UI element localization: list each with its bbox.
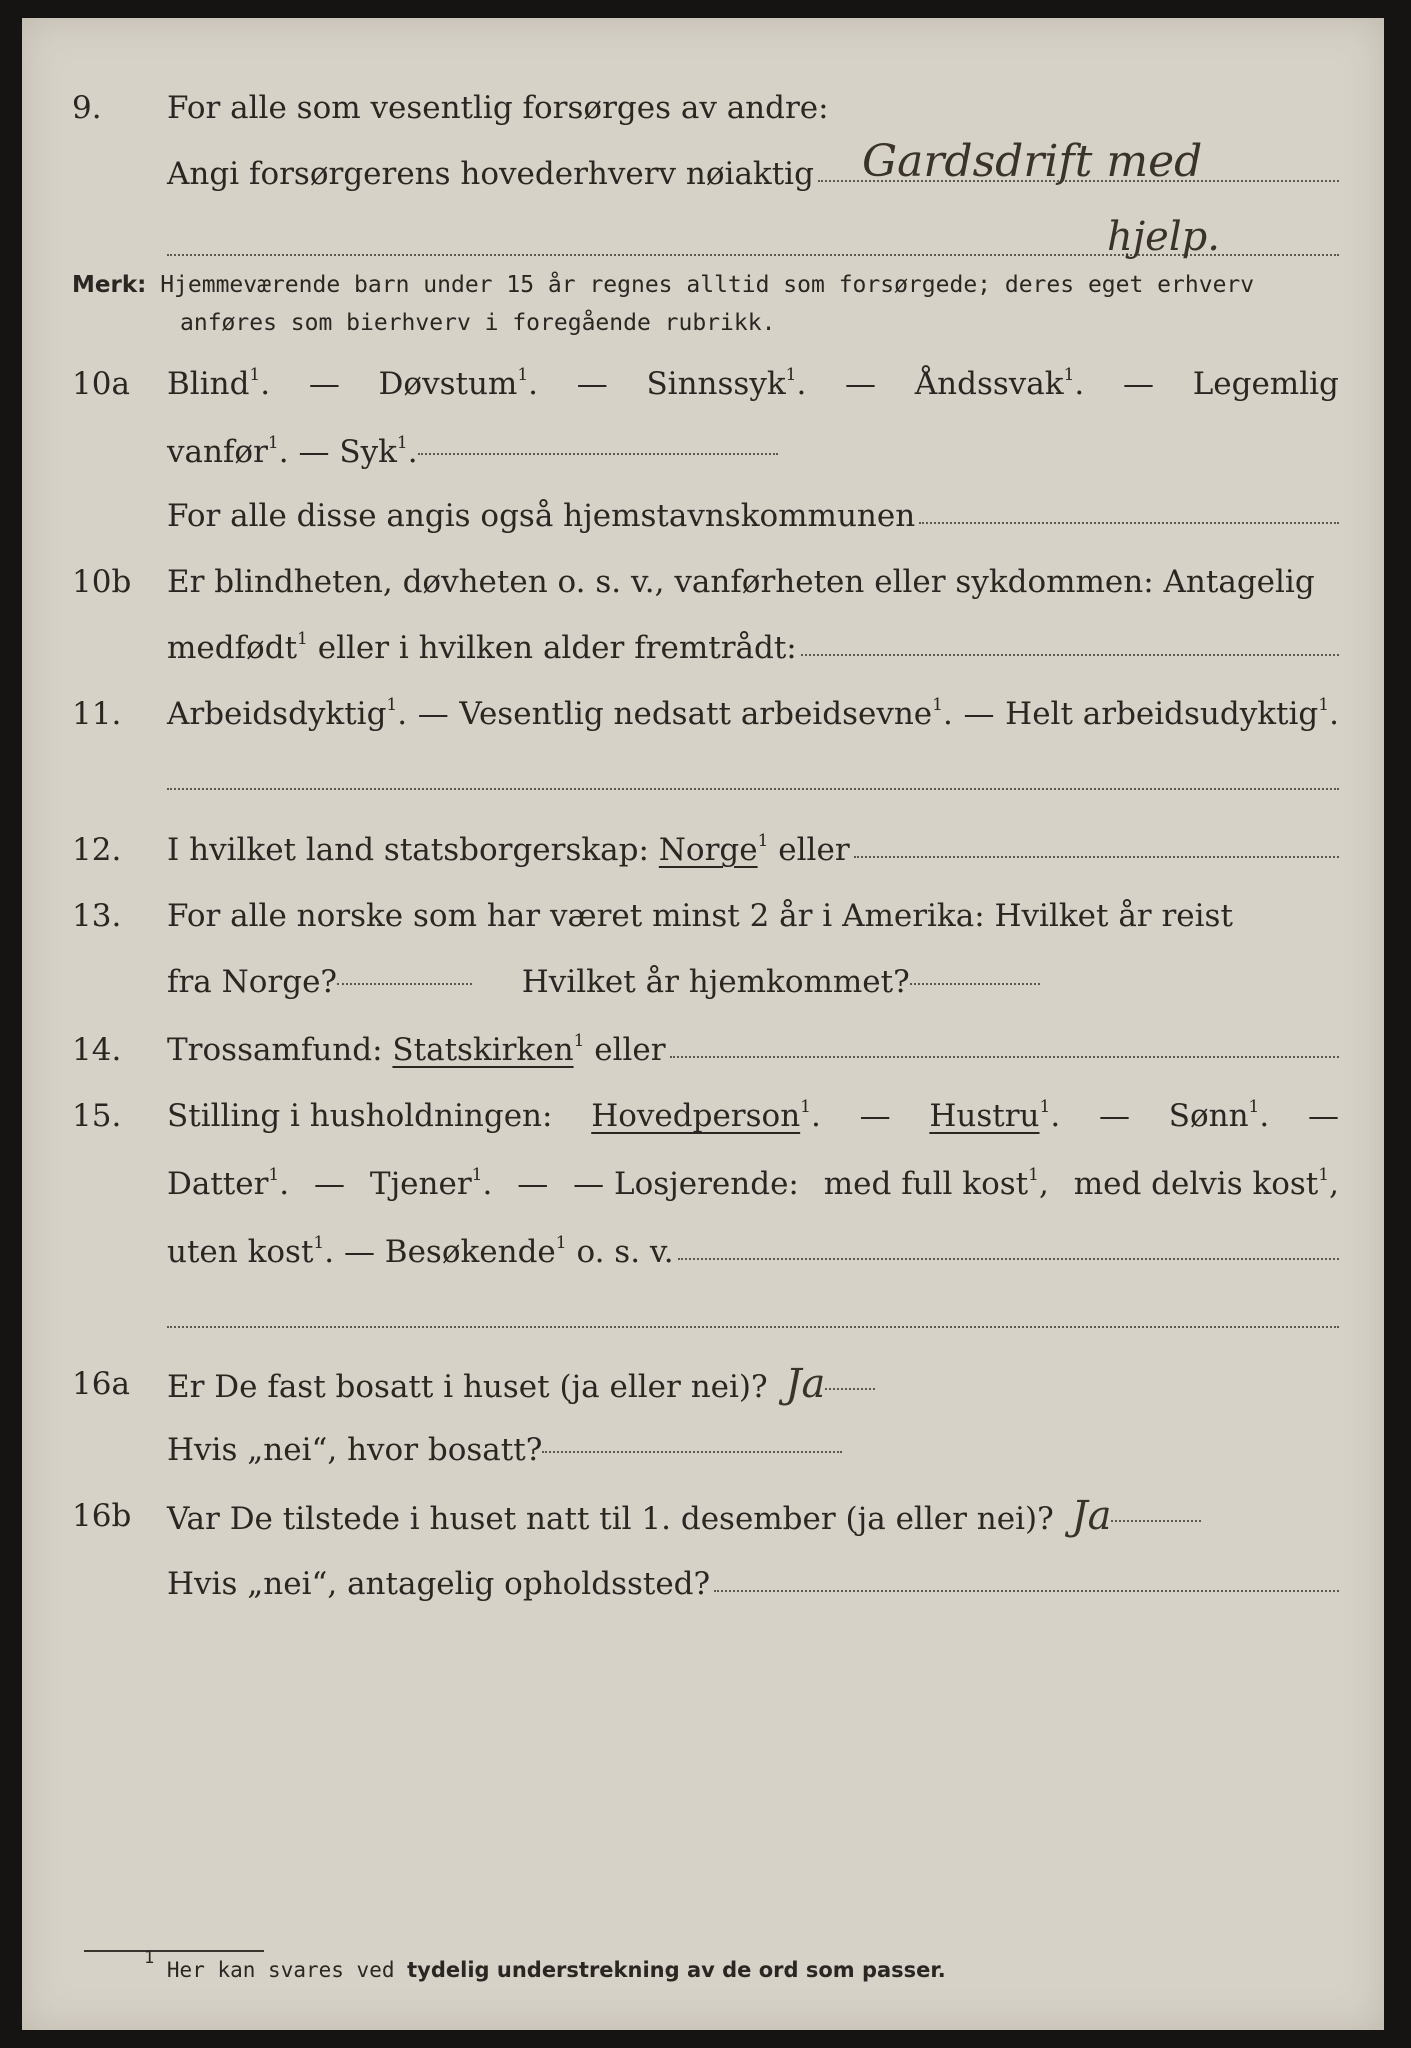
q13-departure-line	[337, 983, 472, 985]
footnote: $^1$ Her kan svares ved tydelig understrekning av de ord som passer.	[144, 1948, 946, 1982]
q13-number: 13.	[72, 898, 122, 934]
footnote-rule	[84, 1950, 264, 1952]
q10a-line3	[22, 492, 1384, 540]
option-delvis-kost: med delvis kost$^1$,	[1073, 1165, 1339, 1202]
note-label: Merk:	[72, 272, 147, 298]
note-text-2: anføres som bierhverv i foregående rubrikk.	[180, 310, 776, 336]
q10b-line2: medfødt$^1$ eller i hvilken alder fremtrådt:	[22, 624, 1384, 672]
q16a-residence-line	[542, 1451, 842, 1453]
q15-line2: Datter$^1$. — Tjener$^1$. — — Losjerende: med full kost$^1$, med delvis kost$^1$,	[22, 1160, 1384, 1208]
option-nedsatt: Vesentlig nedsatt arbeidsevne$^1$.	[459, 695, 953, 732]
option-hustru: Hustru$^1$.	[929, 1097, 1061, 1134]
option-dovstum: Døvstum$^1$.	[378, 365, 538, 402]
q16a-answer-line	[825, 1388, 875, 1390]
q14-line1: 14. Trossamfund: Statskirken$^1$ eller	[22, 1026, 1384, 1074]
option-andssvak: Åndssvak$^1$.	[914, 365, 1085, 402]
note-text-1: Hjemmeværende barn under 15 år regnes alltid som forsørgede; deres eget erhverv	[160, 272, 1255, 298]
q11-line1: 11. Arbeidsdyktig$^1$. — Vesentlig nedsatt arbeidsevne$^1$. — Helt arbeidsudyktig$^1$.	[22, 690, 1384, 738]
q9-line1	[22, 84, 1384, 132]
option-syk: Syk$^1$.	[339, 433, 418, 470]
q9-text: For alle som vesentlig forsørges av andre:	[167, 90, 829, 126]
q14-answer-line	[670, 1026, 1339, 1058]
census-form-page	[22, 18, 1384, 2030]
q10b-answer-line	[801, 624, 1339, 656]
q10b-line1	[22, 558, 1384, 606]
option-losjerende: — Losjerende:	[573, 1166, 799, 1202]
q12-answer-line	[854, 826, 1339, 858]
option-hovedperson: Hovedperson$^1$.	[591, 1097, 821, 1134]
q11-number: 11.	[72, 696, 122, 732]
option-sinnssyk: Sinnssyk$^1$.	[646, 365, 807, 402]
option-uten-kost: uten kost	[167, 1234, 314, 1270]
q16b-whereabouts-label: Hvis „nei“, antagelig opholdssted?	[167, 1566, 711, 1602]
q10a-line2: vanfør$^1$. — Syk$^1$.	[22, 428, 1384, 476]
q13-line1	[22, 892, 1384, 940]
option-tjener: Tjener$^1$.	[369, 1165, 493, 1202]
note-merk	[72, 266, 1362, 342]
q16a-handwritten-answer: Ja	[785, 1361, 826, 1407]
option-vanfor: vanfør$^1$.	[167, 433, 289, 470]
q16a-residence-label: Hvis „nei“, hvor bosatt?	[167, 1432, 543, 1468]
q16a-number: 16a	[72, 1366, 130, 1402]
option-statskirken: Statskirken	[392, 1032, 574, 1068]
q13-text: For alle norske som har været minst 2 år i Amerika: Hvilket år reist	[167, 898, 1233, 934]
q10b-text: Er blindheten, døvheten o. s. v., vanførheten eller sykdommen: Antagelig	[167, 564, 1315, 600]
option-full-kost: med full kost$^1$,	[823, 1165, 1049, 1202]
q9-label: Angi forsørgerens hovederhverv nøiaktig	[167, 156, 814, 192]
option-sonn: Sønn$^1$.	[1168, 1097, 1270, 1134]
q13-line2	[22, 958, 1384, 1006]
q16a-line2	[22, 1426, 1384, 1474]
q16b-number: 16b	[72, 1498, 132, 1534]
q9-handwritten-answer-cont: hjelp.	[1107, 214, 1220, 260]
option-legemlig: Legemlig	[1192, 366, 1339, 402]
q16a-line1	[22, 1360, 1384, 1408]
q15-number: 15.	[72, 1098, 122, 1134]
option-besokende: Besøkende	[384, 1234, 556, 1270]
q12-number: 12.	[72, 832, 122, 868]
q13-return-line	[910, 983, 1040, 985]
q15-label: Stilling i husholdningen:	[167, 1098, 553, 1134]
q16b-question: Var De tilstede i huset natt til 1. desember (ja eller nei)?	[167, 1501, 1054, 1537]
option-blind: Blind$^1$.	[167, 365, 271, 402]
q15-answer-line2	[167, 1326, 1339, 1328]
q16b-answer-line	[1111, 1520, 1201, 1522]
q16a-question: Er De fast bosatt i huset (ja eller nei)?	[167, 1369, 768, 1405]
option-arbeidsudyktig: Helt arbeidsudyktig$^1$.	[1005, 695, 1339, 732]
q16b-handwritten-answer: Ja	[1071, 1493, 1112, 1539]
option-medfodt: medfødt	[167, 630, 298, 666]
option-norge: Norge	[658, 832, 758, 868]
q15-line3: uten kost$^1$. — Besøkende$^1$ o. s. v.	[22, 1228, 1384, 1276]
option-arbeidsdyktig: Arbeidsdyktig$^1$.	[167, 695, 408, 732]
q15-answer-line	[678, 1228, 1339, 1260]
q14-number: 14.	[72, 1032, 122, 1068]
q10a-hometown-line	[919, 492, 1339, 524]
q16b-whereabouts-line	[714, 1560, 1339, 1592]
q13-departure-label: fra Norge?	[167, 964, 338, 1000]
q9-number: 9.	[72, 90, 102, 126]
q10a-answer-line	[418, 453, 778, 455]
q16b-line2	[22, 1560, 1384, 1608]
q9-handwritten-answer: Gardsdrift med	[862, 136, 1203, 187]
q13-return-label: Hvilket år hjemkommet?	[521, 964, 910, 1000]
q15-line1: 15. Stilling i husholdningen: Hovedperson$^1$. — Hustru$^1$. — Sønn$^1$. —	[22, 1092, 1384, 1140]
q10b-number: 10b	[72, 564, 132, 600]
q10a-number: 10a	[72, 366, 130, 402]
q10a-line1: 10a Blind$^1$. — Døvstum$^1$. — Sinnssyk$^1$. — Åndssvak$^1$. — Legemlig	[22, 360, 1384, 408]
q11-answer-line	[167, 788, 1339, 790]
q10a-hometown-label: For alle disse angis også hjemstavnskommunen	[167, 498, 916, 534]
q16b-line1	[22, 1492, 1384, 1540]
option-datter: Datter$^1$.	[167, 1165, 290, 1202]
q12-line1: 12. I hvilket land statsborgerskap: Norge$^1$ eller	[22, 826, 1384, 874]
